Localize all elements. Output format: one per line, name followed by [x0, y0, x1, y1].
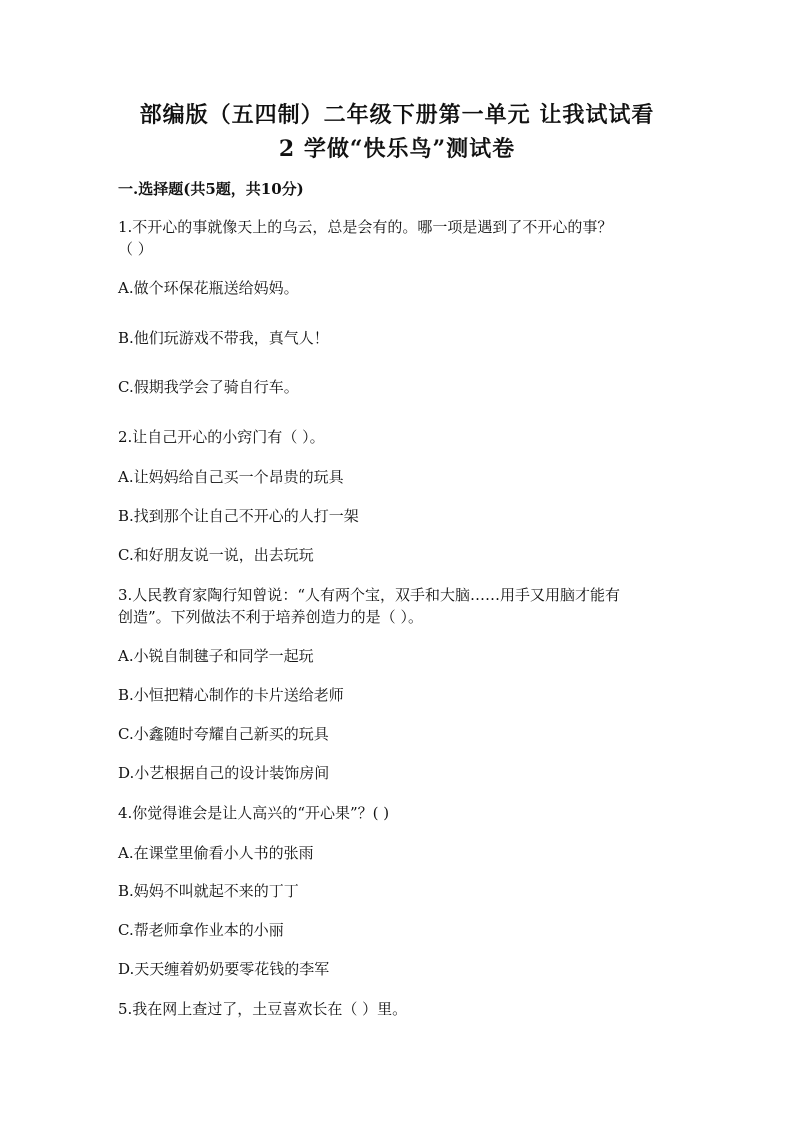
document-subtitle: 2 学做“快乐鸟”测试卷 [278, 136, 516, 162]
question-4-option-a: A.在课堂里偷看小人书的张雨 [118, 844, 314, 862]
section-heading: 一.选择题(共5题，共10分) [118, 180, 304, 198]
question-1-blank: （ ） [118, 240, 153, 258]
question-2-option-b: B.找到那个让自己不开心的人打一架 [118, 507, 359, 525]
question-3-stem: 3.人民教育家陶行知曾说：“人有两个宝，双手和大脑……用手又用脑才能有 [118, 586, 620, 604]
document-title: 部编版（五四制）二年级下册第一单元 让我试试看 [139, 102, 655, 128]
question-4-option-b: B.妈妈不叫就起不来的丁丁 [118, 882, 299, 900]
question-3-option-a: A.小锐自制毽子和同学一起玩 [118, 647, 314, 665]
question-3-option-b: B.小恒把精心制作的卡片送给老师 [118, 686, 344, 704]
question-1-option-c: C.假期我学会了骑自行车。 [118, 378, 299, 396]
question-5-stem: 5.我在网上查过了，土豆喜欢长在（ ）里。 [118, 1000, 408, 1018]
question-4-stem: 4.你觉得谁会是让人高兴的“开心果”？( ) [118, 804, 390, 822]
question-3-option-c: C.小鑫随时夸耀自己新买的玩具 [118, 725, 329, 743]
question-4-option-d: D.天天缠着奶奶要零花钱的李军 [118, 960, 330, 978]
question-1-option-a: A.做个环保花瓶送给妈妈。 [118, 279, 299, 297]
question-2-option-a: A.让妈妈给自己买一个昂贵的玩具 [118, 468, 344, 486]
question-3-option-d: D.小艺根据自己的设计装饰房间 [118, 764, 330, 782]
question-4-option-c: C.帮老师拿作业本的小丽 [118, 921, 284, 939]
question-3-stem-continued: 创造”。下列做法不利于培养创造力的是（ ）。 [118, 608, 423, 626]
question-1-stem: 1.不开心的事就像天上的乌云，总是会有的。哪一项是遇到了不开心的事？ [118, 218, 613, 236]
question-2-stem: 2.让自己开心的小窍门有（ ）。 [118, 428, 325, 446]
question-1-option-b: B.他们玩游戏不带我，真气人！ [118, 329, 329, 347]
question-2-option-c: C.和好朋友说一说，出去玩玩 [118, 546, 314, 564]
